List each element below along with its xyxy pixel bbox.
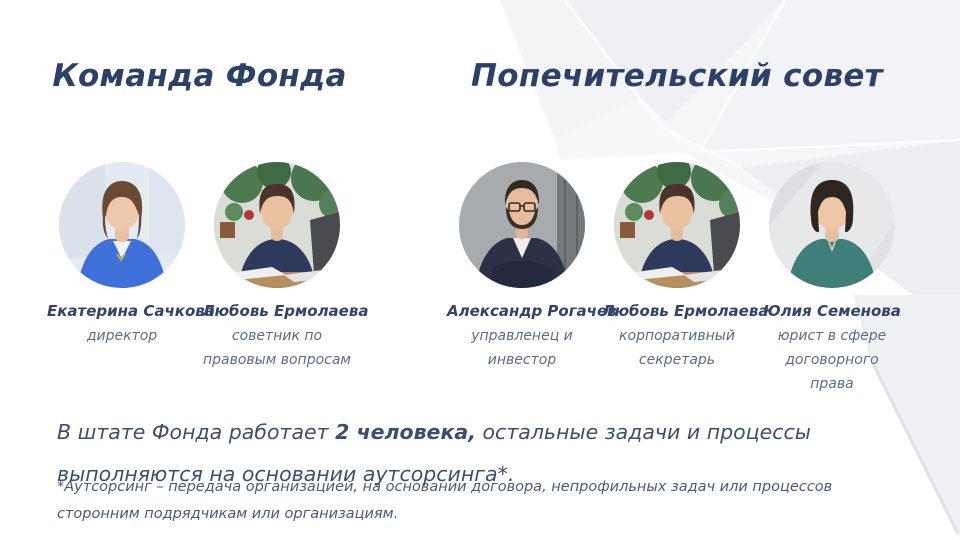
summary-prefix: В штате Фонда работает: [57, 419, 336, 444]
person-role: корпоративный секретарь: [619, 328, 735, 369]
person-card-ermolaeva-1: [202, 162, 369, 397]
summary-bold-count: 2 человека,: [335, 419, 476, 444]
person-name: Юлия Семенова: [763, 302, 901, 320]
portrait-photo-rogachev: [459, 162, 585, 288]
person-name: Любовь Ермолаева: [202, 302, 369, 320]
board-section-title: Попечительский совет: [471, 58, 883, 94]
portrait-photo-ermolaeva: [614, 162, 740, 288]
outsourcing-footnote: *Аутсорсинг – передача организацией, на основании договора, непрофильных задач или процессов сторонним подрядчикам или организациям.: [57, 478, 833, 523]
person-card-ermolaeva-2: [602, 162, 769, 397]
portrait-photo-sachkova: [59, 162, 185, 288]
person-card-semenova: [757, 162, 907, 397]
person-role: директор: [86, 328, 158, 345]
person-role: юрист в сфере договорного права: [777, 328, 887, 392]
person-card-sachkova: [47, 162, 215, 397]
person-card-rogachev: [447, 162, 617, 397]
summary-suffix: остальные задачи и процессы выполняются на основании аутсорсинга*.: [57, 419, 811, 486]
section-headings: [47, 58, 907, 94]
section-gap: [357, 162, 447, 397]
portrait-photo-ermolaeva: [214, 162, 340, 288]
person-name: Александр Рогачев: [447, 302, 617, 320]
person-role: управленец и инвестор: [471, 328, 573, 369]
person-name: Екатерина Сачкова: [47, 302, 215, 320]
portrait-photo-semenova: [769, 162, 895, 288]
team-section-title: Команда Фонда: [52, 58, 347, 94]
person-name: Любовь Ермолаева: [602, 302, 769, 320]
people-row: [47, 162, 912, 397]
person-role: советник по правовым вопросам: [202, 328, 351, 369]
